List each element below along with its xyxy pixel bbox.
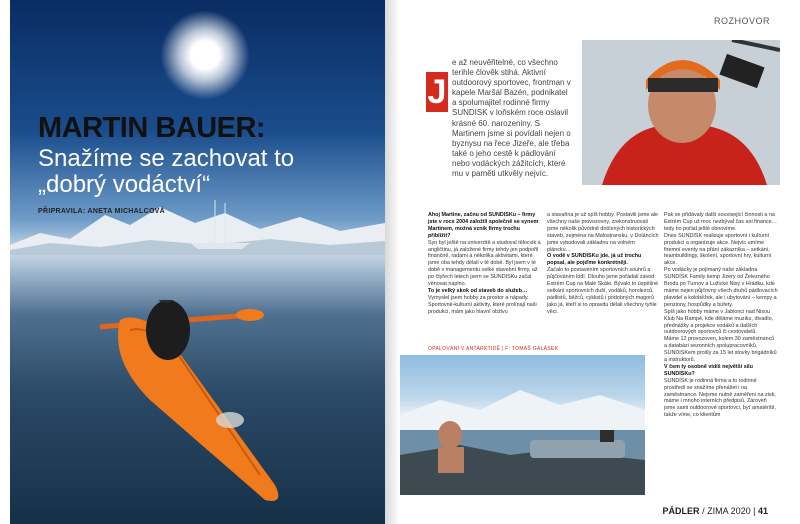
magazine-name: PÁDLER	[662, 506, 700, 516]
article-column-2	[547, 212, 659, 316]
kayak-paddler-illustration	[100, 300, 300, 510]
interview-answer: Po vodácky je pojímaný naše základna SUNDISK Family kemp Jizery od Železného Brodu po Turnov a Lužické Nisy v Hrádku, kde máme nejen půjčovny všech druhů pádlovacích plavidel a koloběžek, ale i ubytování – kempy a penziony, hospůdky a bufety.	[664, 267, 778, 308]
interview-answer: Pak se přidávaly další související činnosti a na Extrém Cup už moc nezbýval čas ani finance… tedy ho pořád ještě obnovíme.	[664, 212, 777, 232]
interview-answer: Máme 12 provozoven, kolem 30 zaměstnanců a databázi sezonních spolupracovníků, SUNDISKem prošly za 15 let stovky brigádníků a instruktorů.	[664, 336, 777, 364]
interview-answer: Syn byl ještě na univerzitě a studoval tělocvik a angličtinu, já založené firmy tehdy jen podpořil finančně, radami a několika aktivitami, které jsme oba tehdy dělali v té době. Byl jsem v té době v managementu velké stavební firmy, až po čtyřech letech jsem se SUNDISKu začal věnovat naplno.	[428, 239, 541, 288]
interview-answer: Začalo to postavením sportovních souhrů a půjčováním lodí. Dlouho jsme pořádali závod Extrém Cup na Malé Skále. Bývalo to úspěšné setkání sportovních duší, vodáků, horolezců, pádlistů, běžců, cyklistů i podobných magorů jako já, kteří si to opravdu dělali všechny tyhle věci.	[547, 267, 659, 315]
portrait-illustration	[582, 40, 780, 185]
antarctic-illustration	[400, 355, 645, 495]
page-number: 41	[757, 506, 768, 516]
page-gutter	[385, 0, 400, 524]
left-page-photo	[10, 0, 385, 524]
article-column-1	[428, 212, 542, 316]
page-footer	[663, 506, 768, 516]
issue-label: ZIMA 2020	[707, 506, 751, 516]
article-author: PŘIPRAVILA: ANETA MICHALCOVÁ	[38, 208, 166, 215]
interview-answer: SUNDISK je rodinná firma a to rodinné prostředí se snažíme přenášet i na zaměstnance. Nejsme nutně zaměřeni na zisk, máme i mnoho interních předpisů. Zároveň jsme sami outdoorové sportovci, byť amatérští, takže víme, co klientům	[664, 377, 776, 419]
footer-separator: |	[753, 506, 758, 516]
antarctic-photo	[400, 355, 645, 495]
interview-question: O vodě v SUNDISKu jde, já už trochu popsal, ale pojďme konkrétněji.	[547, 253, 642, 267]
article-subtitle: Snažíme se zachovat to „dobrý vodáctví“	[38, 145, 295, 198]
interview-question: V čem ty osobně vidíš největší sílu SUNDISKu?	[664, 363, 753, 377]
interview-answer: a stavařina je už spíš hobby. Postavili jsme ale všechny naše provozovny, zrekonstruovali jsme několik původně dotčených historických staveb, zejména na Malostransku, v Doláncích jsme vybudovali základnu na volném pláncku…	[547, 212, 659, 253]
interview-answer: Spíš jako hobby máme v Jablonci nad Nisou Klub Na Rampě, kde děláme muziku, divadlo, přednášky a projekce vodáků a dalších outdoorových sportovců či cestovatelů.	[664, 308, 774, 336]
sun-glare	[160, 10, 250, 100]
article-column-3	[664, 212, 778, 419]
interview-question: To je velký skok od staveb do služeb…	[428, 287, 528, 294]
article-title-name: MARTIN BAUER:	[38, 112, 266, 144]
section-label: ROZHOVOR	[713, 16, 770, 26]
interview-question: Ahoj Martine, začnu od SUNDISKu – firmy jste v roce 2004 založili společně se synem Martinem, možná vznik firmy trochu přiblížit?	[428, 212, 539, 239]
photo-caption: OPALOVÁNÍ V ANTARKTIDĚ | F: TOMÁŠ GALÁSEK	[428, 346, 559, 352]
footer-separator: /	[702, 506, 708, 516]
interview-answer: Dnes SUNDISK realizuje sportovní i kulturní produkci a organizuje akce. Nejvíc umíme firemní eventy na přání zákazníka – setkání, teambuildingy, školení, sportovní hry, kulturní akce.	[664, 232, 772, 267]
drop-cap: J	[427, 73, 447, 111]
interview-answer: Vymyslel jsem hobby za prostor a nápady. Sportovně-kulturní aktivity, které prolínají naši produkci, mám jako hlavní obživu	[428, 294, 537, 315]
article-intro: e až neuvěřitelné, co všechno terihle člověk stihá. Aktivní outdoorový sportovec, frontman v kapele Maršál Bazén, podnikatel a spolumajitel rodinné firmy SUNDISK v loňském roce oslavil krásné 60. narozeniny. S Martinem jsme si povídali nejen o byznysu na řece Jizeře, ale třeba také o jeho cestě k pádlování nebo vodáckých zážitcích, které mu v paměti utkvěly nejvíc.	[452, 58, 571, 179]
mountain-range-illustration	[10, 195, 385, 255]
portrait-photo	[582, 40, 780, 185]
